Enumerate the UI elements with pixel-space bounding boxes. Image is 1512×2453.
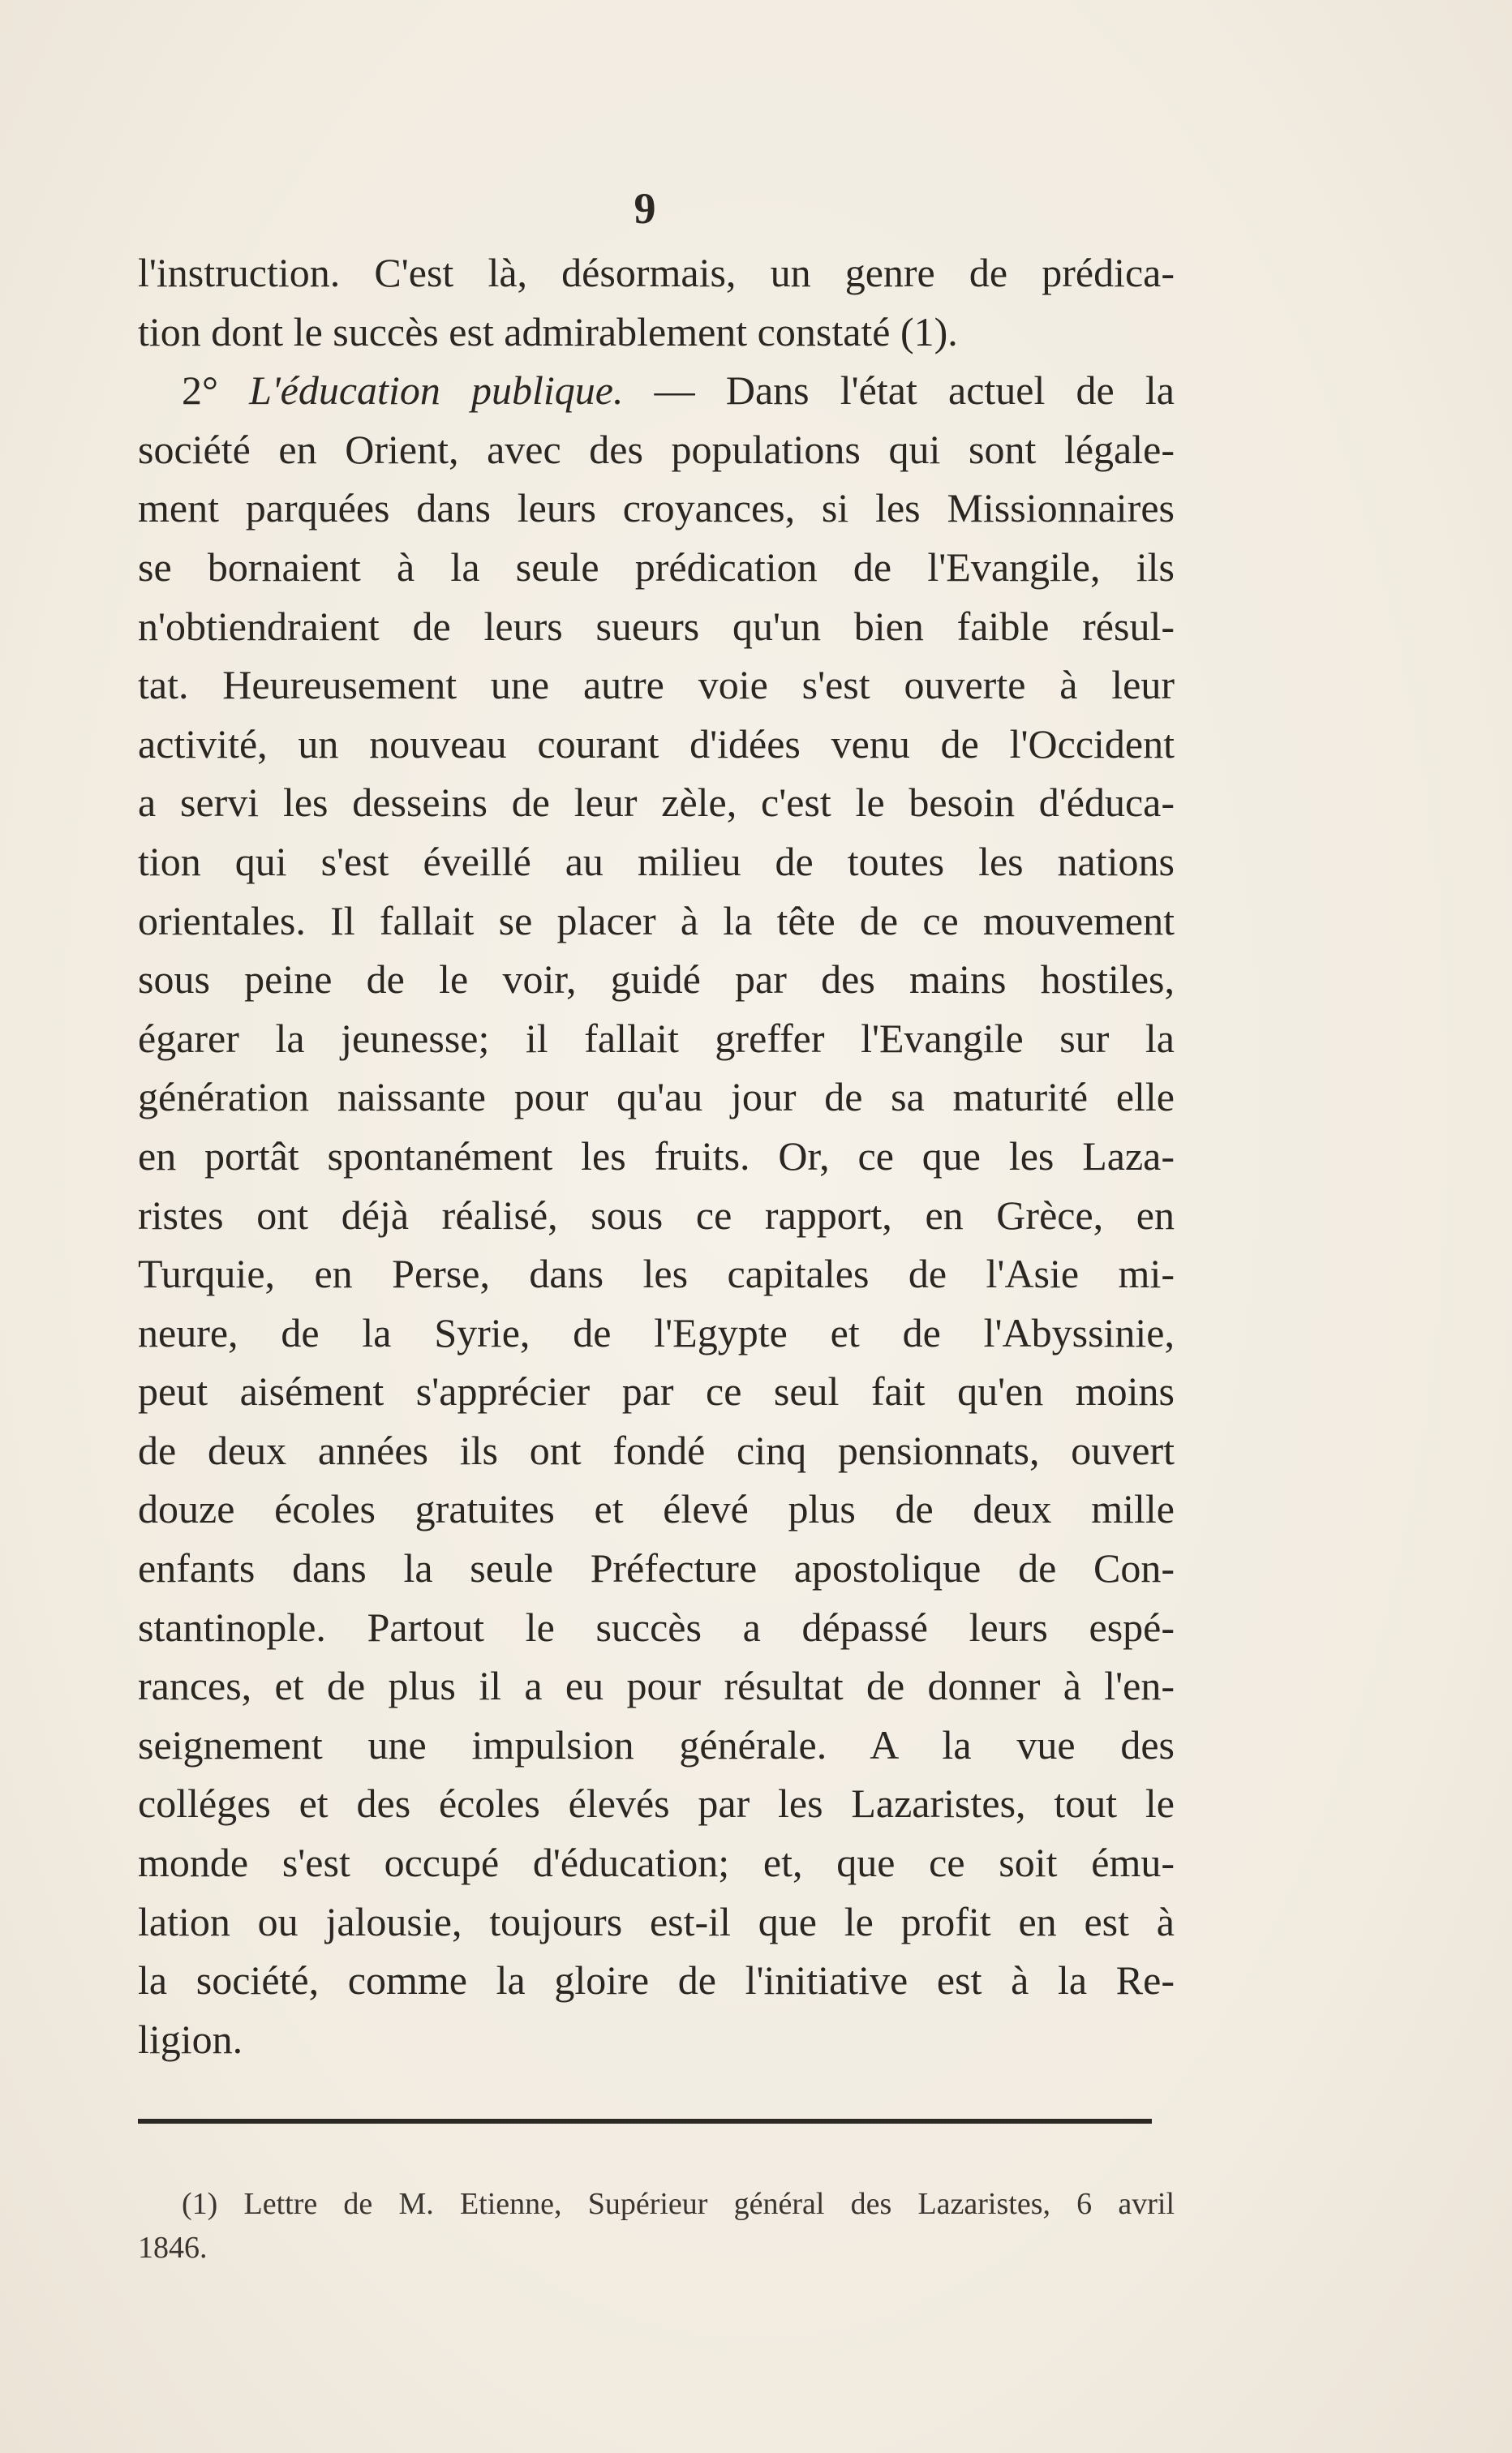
text-line: la société, comme la gloire de l'initiative est à la Re- [138,1957,1175,2004]
footnote [138,2182,1175,2270]
text-line: génération naissante pour qu'au jour de sa maturité elle [138,1074,1175,1120]
text-line: ment parquées dans leurs croyances, si les Missionnaires [138,485,1175,531]
text-line: lation ou jalousie, toujours est-il que le profit en est à [138,1898,1175,1944]
text-line: peut aisément s'apprécier par ce seul fait qu'en moins [138,1368,1175,1415]
text-line: l'instruction. C'est là, désormais, un genre de prédica- [138,250,1175,295]
text-line: rances, et de plus il a eu pour résultat de donner à l'en- [138,1663,1175,1709]
text-line: orientales. Il fallait se placer à la tête de ce mouvement [138,897,1175,943]
text-line: sous peine de le voir, guidé par des mains hostiles, [138,956,1175,1003]
text-line: douze écoles gratuites et élevé plus de deux mille [138,1486,1175,1532]
footnote-separator-rule [138,2119,1152,2124]
text-line: tion dont le succès est admirablement constaté (1). [138,308,958,354]
text-line: ligion. [138,2016,243,2062]
text-line: seignement une impulsion générale. A la vue des [138,1721,1175,1768]
footnote-text: (1) Lettre de M. Etienne, Supérieur général des Lazaristes, 6 avril [182,2187,1175,2221]
page-number: 9 [634,184,656,233]
text-line: tion qui s'est éveillé au milieu de toutes les nations [138,838,1175,884]
section-number: 2° [182,367,218,414]
footnote-line: 1846. [138,2231,208,2265]
text-line: tat. Heureusement une autre voie s'est ouverte à leur [138,662,1175,708]
text-line: colléges et des écoles élevés par les Lazaristes, tout le [138,1781,1175,1827]
text-line: n'obtiendraient de leurs sueurs qu'un bien faible résul- [138,603,1175,649]
body-text [138,243,1175,2069]
text-line: se bornaient à la seule prédication de l'Evangile, ils [138,543,1175,590]
text-line: stantinople. Partout le succès a dépassé leurs espé- [138,1604,1175,1650]
text-line: monde s'est occupé d'éducation; et, que ce soit ému- [138,1840,1175,1886]
section-title: L'éducation publique. [249,367,624,414]
text-line: Turquie, en Perse, dans les capitales de l'Asie mi- [138,1251,1175,1297]
text-line: ristes ont déjà réalisé, sous ce rapport, en Grèce, en [138,1192,1175,1238]
text-line: société en Orient, avec des populations qui sont légale- [138,426,1175,472]
text-line: égarer la jeunesse; il fallait greffer l'Evangile sur la [138,1015,1175,1061]
text-line: a servi les desseins de leur zèle, c'est le besoin d'éduca- [138,780,1175,826]
text-line: neure, de la Syrie, de l'Egypte et de l'Abyssinie, [138,1309,1175,1355]
text-line: en portât spontanément les fruits. Or, ce que les Laza- [138,1132,1175,1179]
text-line: activité, un nouveau courant d'idées venu de l'Occident [138,720,1175,767]
text-line: — Dans l'état actuel de la [654,367,1175,414]
section-heading-line [138,361,1175,420]
footnote-line [138,2182,1175,2226]
text-line: enfants dans la seule Préfecture apostolique de Con- [138,1545,1175,1592]
text-line: de deux années ils ont fondé cinq pensionnats, ouvert [138,1427,1175,1473]
